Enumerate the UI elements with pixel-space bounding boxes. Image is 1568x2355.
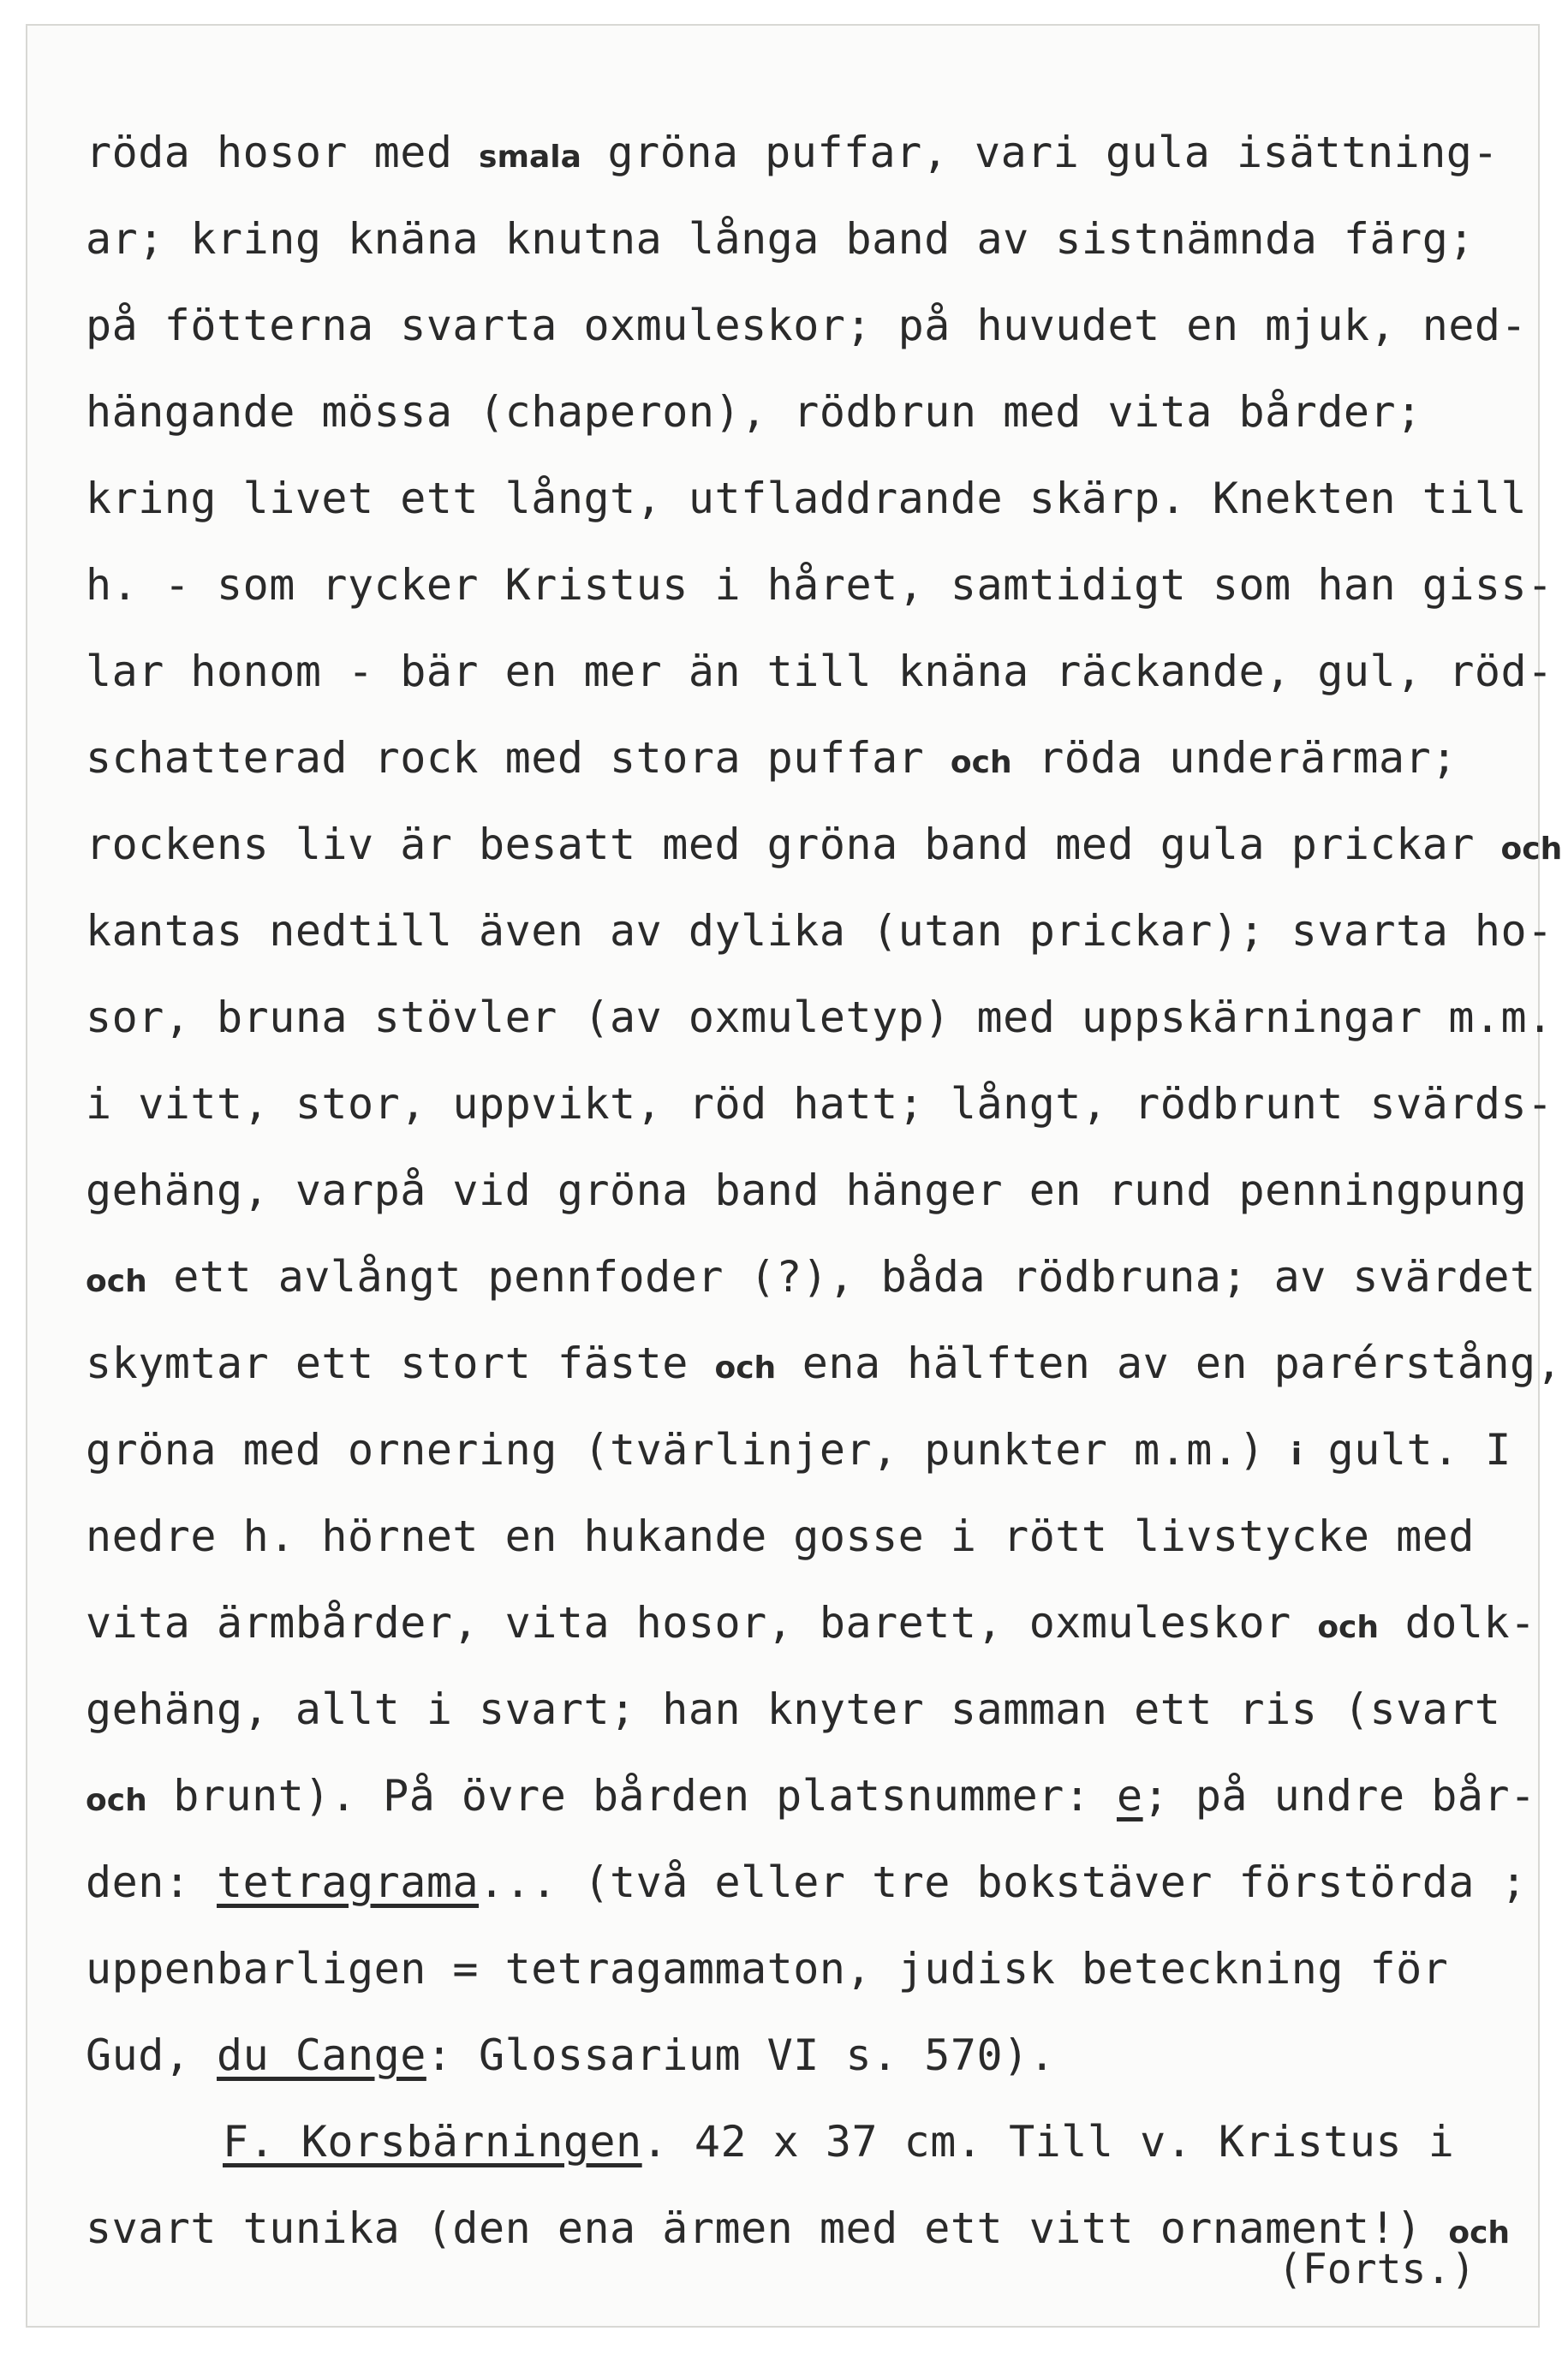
underlined-text: tetragrama <box>217 1857 480 1907</box>
text-line <box>86 975 1553 1061</box>
text-line <box>86 456 1541 542</box>
handwritten-insertion: och <box>86 1264 147 1299</box>
text-segment: hängande mössa (chaperon), rödbrun med vita bårder; <box>86 387 1422 437</box>
text-line <box>86 1753 1541 1839</box>
text-segment: i vitt, stor, uppvikt, röd hatt; långt, rödbrunt svärds- <box>86 1079 1553 1129</box>
text-line <box>86 888 1553 975</box>
continuation-note: (Forts.) <box>1278 2245 1476 2293</box>
handwritten-insertion: och <box>1500 832 1563 867</box>
text-line <box>86 2012 1541 2099</box>
text-segment: dolk- <box>1379 1598 1536 1648</box>
handwritten-insertion: och <box>950 745 1012 780</box>
typed-text-body <box>86 110 1563 2272</box>
text-line <box>86 1234 1541 1321</box>
text-segment: Gud, <box>86 2030 218 2080</box>
text-line <box>86 802 1563 888</box>
text-line <box>86 369 1541 456</box>
text-segment: gröna puffar, vari gula isättning- <box>581 128 1499 177</box>
text-segment: sor, bruna stövler (av oxmuletyp) med uppskärningar m.m. <box>86 993 1553 1042</box>
handwritten-insertion: i <box>1291 1437 1303 1472</box>
handwritten-insertion: och <box>1317 1610 1380 1645</box>
text-line <box>86 2099 1541 2185</box>
text-segment: röda underärmar; <box>1011 733 1458 783</box>
text-segment: den: <box>86 1857 218 1907</box>
handwritten-insertion: och <box>1448 2215 1511 2251</box>
text-segment: uppenbarligen = tetragammaton, judisk beteckning för <box>86 1944 1449 1994</box>
text-segment: schatterad rock med stora puffar <box>86 733 951 783</box>
text-line <box>86 1580 1541 1666</box>
text-line <box>86 283 1541 369</box>
text-segment: röda hosor med <box>86 128 480 177</box>
document-page <box>26 24 1563 2328</box>
text-line <box>86 1407 1541 1493</box>
handwritten-insertion: och <box>714 1350 777 1386</box>
text-segment: svart tunika (den ena ärmen med ett vitt ornament!) <box>86 2203 1449 2253</box>
text-line <box>86 1839 1541 1926</box>
text-line <box>86 629 1553 715</box>
text-segment: gehäng, allt i svart; han knyter samman ett ris (svart <box>86 1684 1501 1734</box>
text-line <box>86 715 1541 802</box>
underlined-text: du Cange <box>217 2030 426 2080</box>
text-segment: kantas nedtill även av dylika (utan prickar); svarta ho- <box>86 906 1553 956</box>
text-line <box>86 1666 1541 1753</box>
text-segment: : Glossarium VI s. 570). <box>426 2030 1056 2080</box>
text-segment: gehäng, varpå vid gröna band hänger en rund penningpung <box>86 1166 1528 1215</box>
text-segment: ... (två eller tre bokstäver förstörda ; <box>479 1857 1528 1907</box>
text-segment: gröna med ornering (tvärlinjer, punkter m.m.) <box>86 1425 1291 1475</box>
text-segment: på fötterna svarta oxmuleskor; på huvudet en mjuk, ned- <box>86 301 1528 350</box>
handwritten-insertion: smala <box>479 140 581 175</box>
text-segment: rockens liv är besatt med gröna band med gula prickar <box>86 820 1501 869</box>
text-line <box>86 1493 1541 1580</box>
text-segment: brunt). På övre bården platsnummer: <box>146 1771 1117 1821</box>
text-line <box>86 196 1541 283</box>
text-line <box>86 1148 1541 1234</box>
text-line <box>86 1321 1563 1407</box>
underlined-text: F. Korsbärningen <box>223 2117 642 2167</box>
handwritten-insertion: och <box>86 1783 147 1818</box>
text-segment: . 42 x 37 cm. Till v. Kristus i <box>641 2117 1455 2167</box>
text-segment: vita ärmbårder, vita hosor, barett, oxmuleskor <box>86 1598 1318 1648</box>
text-segment: ena hälften av en parérstång, <box>776 1338 1563 1388</box>
text-segment: ar; kring knäna knutna långa band av sistnämnda färg; <box>86 214 1475 264</box>
text-line <box>86 110 1541 196</box>
text-line <box>86 542 1553 629</box>
text-line <box>86 1061 1553 1148</box>
text-segment: lar honom - bär en mer än till knäna räckande, gul, röd- <box>86 647 1553 696</box>
text-segment: nedre h. hörnet en hukande gosse i rött livstycke med <box>86 1511 1475 1561</box>
text-line <box>86 1926 1541 2012</box>
text-segment: h. - som rycker Kristus i håret, samtidigt som han giss- <box>86 560 1553 610</box>
text-segment: gult. I <box>1302 1425 1511 1475</box>
text-segment: skymtar ett stort fäste <box>86 1338 715 1388</box>
underlined-text: e <box>1117 1771 1143 1821</box>
text-segment: kring livet ett långt, utfladdrande skärp. Knekten till <box>86 474 1528 523</box>
text-segment: ett avlångt pennfoder (?), båda rödbruna; av svärdet <box>146 1252 1536 1302</box>
text-segment: ; på undre bår- <box>1142 1771 1536 1821</box>
